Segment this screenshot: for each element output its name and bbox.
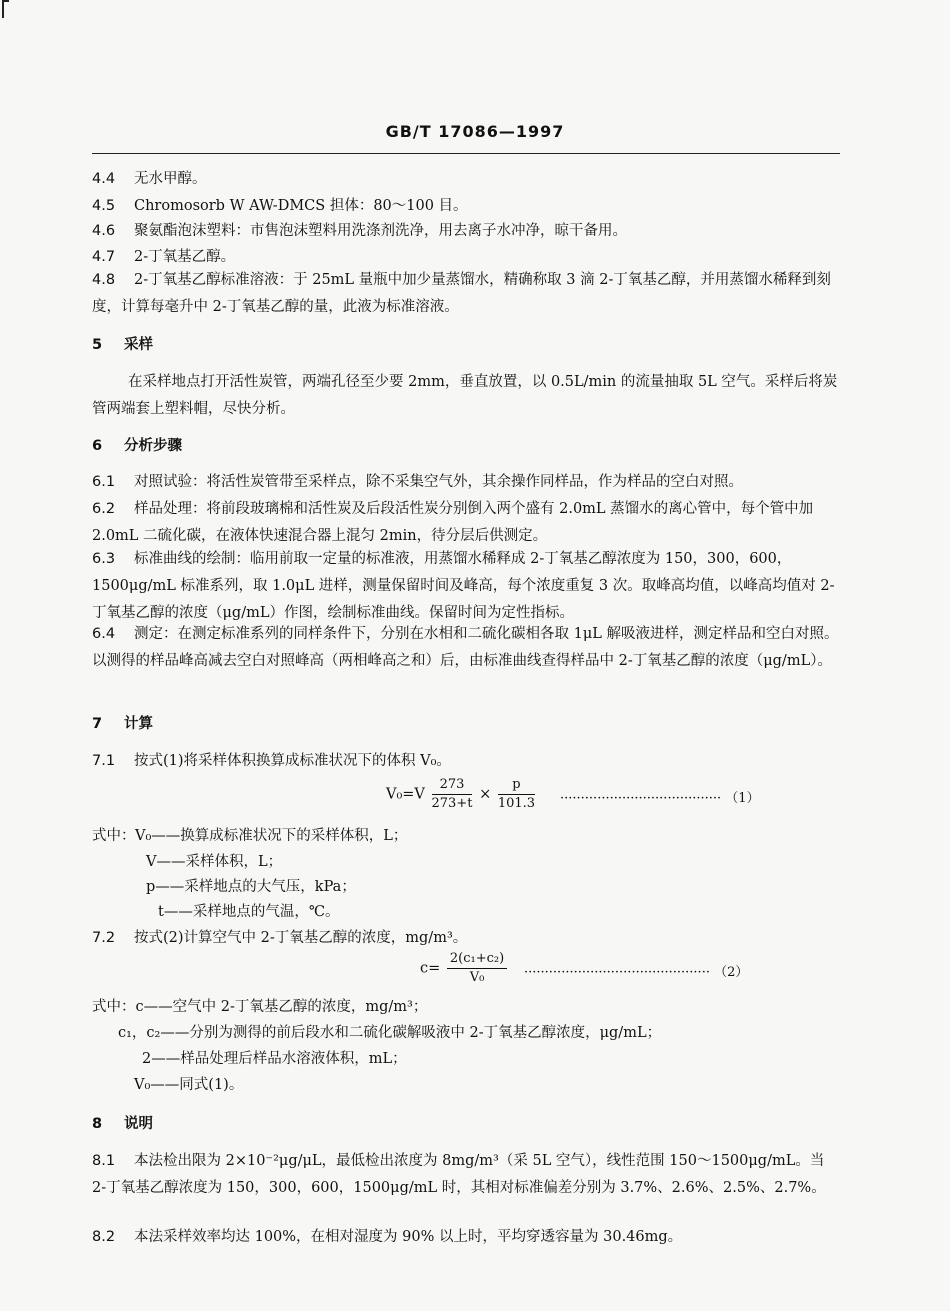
denominator: 101.3 [497, 796, 536, 811]
para-6-3 [92, 546, 842, 627]
def-v: V——采样体积，L； [146, 854, 283, 870]
def-c: 式中：c——空气中 2-丁氧基乙醇的浓度，mg/m³； [92, 999, 428, 1015]
header-rule [92, 153, 840, 154]
def-c1-c2: c₁，c₂——分别为测得的前后段水和二硫化碳解吸液中 2-丁氧基乙醇浓度，μg/mL； [118, 1025, 662, 1041]
para-text: 测定：在测定标准系列的同样条件下，分别在水相和二硫化碳相各取 1μL 解吸液进样，测定样品和空白对照。以测得的样品峰高减去空白对照峰高（两相峰高之和）后，由标准曲线查得样品中 2-丁氧基乙醇的浓度（μg/mL）。 [92, 626, 839, 669]
para-text: 本法检出限为 2×10⁻²μg/μL，最低检出浓度为 8mg/m³（采 5L 空气），线性范围 150～1500μg/mL。当 2-丁氧基乙醇浓度为 150，300，600，1500μg/mL 时，其相对标准偏差分别为 3.7%、2.6%、2.5%、2.7%。 [92, 1153, 826, 1196]
leader-dots: ············································· （2） [524, 965, 749, 980]
formula-lhs: V₀=V [386, 786, 425, 803]
item-number: 7.2 [92, 930, 116, 946]
para-text: 样品处理：将前段玻璃棉和活性炭及后段活性炭分别倒入两个盛有 2.0mL 蒸馏水的离心管中，每个管中加 2.0mL 二硫化碳，在液体快速混合器上混匀 2min，待分层后供测定。 [92, 501, 814, 544]
para-7-1 [92, 748, 842, 775]
item-number: 4.5 [92, 198, 116, 214]
section-5-text: 在采样地点打开活性炭管，两端孔径至少要 2mm，垂直放置，以 0.5L/min 的流量抽取 5L 空气。采样后将炭管两端套上塑料帽，尽快分析。 [92, 374, 838, 417]
para-6-2 [92, 496, 842, 550]
item-number: 4.7 [92, 249, 116, 265]
times-sign: × [479, 786, 492, 803]
formula-2 [420, 950, 509, 987]
item-4-5 [92, 193, 842, 220]
item-number: 6.4 [92, 626, 116, 642]
section-title: 分析步骤 [124, 438, 182, 454]
para-6-1 [92, 469, 842, 496]
section-title: 采样 [124, 337, 153, 353]
item-text: 2-丁氧基乙醇标准溶液：于 25mL 量瓶中加少量蒸馏水，精确称取 3 滴 2-丁氧基乙醇，并用蒸馏水稀释到刻度，计算每毫升中 2-丁氧基乙醇的量，此液为标准溶液。 [92, 272, 831, 315]
corner-mark [2, 0, 4, 18]
corner-mark-h [2, 0, 9, 2]
para-7-2 [92, 925, 842, 952]
numerator: 273 [432, 776, 473, 795]
section-8-heading [92, 1111, 842, 1138]
leader-dots: ······································· （1） [560, 791, 760, 806]
para-text: 对照试验：将活性炭管带至采样点，除不采集空气外，其余操作同样品，作为样品的空白对照。 [134, 474, 743, 490]
item-number: 4.4 [92, 171, 116, 187]
section-number: 7 [92, 716, 103, 732]
item-number: 8.1 [92, 1153, 116, 1169]
formula-lhs: c= [420, 960, 441, 977]
item-text: 聚氨酯泡沫塑料：市售泡沫塑料用洗涤剂洗净，用去离子水冲净，晾干备用。 [134, 223, 627, 239]
section-5-heading [92, 332, 842, 359]
section-6-heading [92, 433, 842, 460]
section-number: 8 [92, 1116, 103, 1132]
section-number: 6 [92, 438, 103, 454]
numerator: p [498, 776, 535, 795]
para-8-2 [92, 1224, 842, 1251]
para-6-4 [92, 621, 842, 675]
def-v0-ref: V₀——同式(1)。 [134, 1077, 244, 1093]
item-4-8 [92, 267, 842, 321]
para-text: 按式(2)计算空气中 2-丁氧基乙醇的浓度，mg/m³。 [134, 930, 468, 946]
item-number: 6.2 [92, 501, 116, 517]
equation-number: （1） [725, 791, 760, 806]
section-number: 5 [92, 337, 103, 353]
item-text: Chromosorb W AW-DMCS 担体：80～100 目。 [134, 198, 468, 214]
item-number: 4.8 [92, 272, 116, 288]
formula-1 [386, 776, 537, 813]
fraction-1 [432, 776, 473, 813]
para-text: 标准曲线的绘制：临用前取一定量的标准液，用蒸馏水稀释成 2-丁氧基乙醇浓度为 150，300，600，1500μg/mL 标准系列，取 1.0μL 进样，测量保留时间及峰高，每个浓度重复 3 次。取峰高均值，以峰高均值对 2-丁氧基乙醇的浓度（μg/mL）作图，绘制标准曲线。保留时间为定性指标。 [92, 551, 835, 621]
where-label: 式中： [92, 828, 136, 844]
def-2: 2——样品处理后样品水溶液体积，mL； [142, 1051, 407, 1067]
item-text: 2-丁氧基乙醇。 [134, 249, 236, 265]
section-7-heading [92, 711, 842, 738]
section-title: 计算 [124, 716, 153, 732]
numerator: 2(c₁+c₂) [447, 950, 507, 969]
def-p: p——采样地点的大气压，kPa； [146, 879, 356, 895]
item-number: 8.2 [92, 1229, 116, 1245]
item-number: 7.1 [92, 753, 116, 769]
section-title: 说明 [124, 1116, 153, 1132]
item-text: 无水甲醇。 [134, 171, 207, 187]
item-4-4 [92, 166, 842, 193]
def-t: t——采样地点的气温，℃。 [158, 904, 340, 920]
para-text: 本法采样效率均达 100%，在相对湿度为 90% 以上时，平均穿透容量为 30.46mg。 [134, 1229, 683, 1245]
standard-code: GB/T 17086—1997 [385, 122, 565, 141]
denominator: V₀ [469, 970, 485, 985]
fraction-2 [498, 776, 535, 813]
item-number: 4.6 [92, 223, 116, 239]
equation-number: （2） [714, 965, 749, 980]
denominator: 273+t [431, 796, 473, 811]
fraction [447, 950, 507, 987]
para-text: 按式(1)将采样体积换算成标准状况下的体积 V₀。 [134, 753, 451, 769]
item-number: 6.1 [92, 474, 116, 490]
item-4-6 [92, 218, 842, 245]
def-v0: V₀——换算成标准状况下的采样体积，L； [135, 828, 408, 844]
item-number: 6.3 [92, 551, 116, 567]
para-8-1 [92, 1148, 842, 1202]
